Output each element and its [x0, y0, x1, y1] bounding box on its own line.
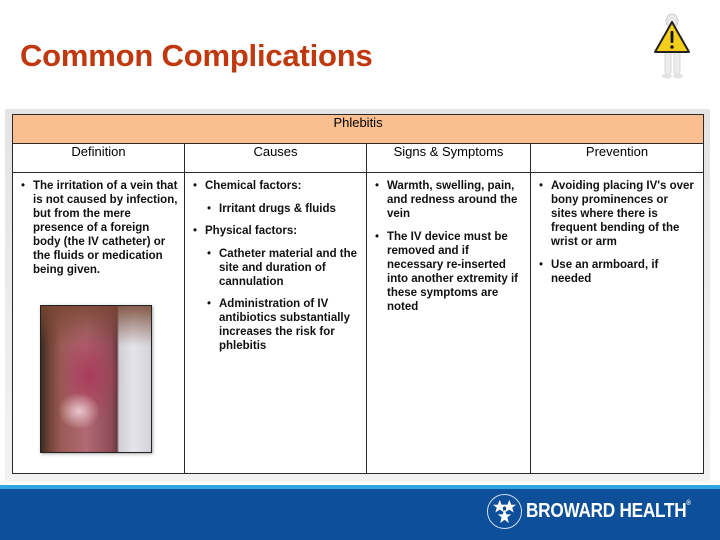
cause-subitem: • Irritant drugs & fluids [191, 202, 360, 216]
prevention-item: • Use an armboard, if needed [537, 258, 697, 286]
cause-item: • Chemical factors: [191, 179, 360, 193]
page-title: Common Complications [20, 38, 373, 73]
column-header-signs: Signs & Symptoms [367, 144, 531, 173]
logo-wordmark: BROWARD HEALTH® [526, 499, 691, 522]
prevention-cell [531, 173, 704, 474]
star-emblem-icon [487, 494, 522, 529]
cause-item: • Physical factors: [191, 224, 360, 238]
column-header-definition: Definition [13, 144, 185, 173]
table-banner: Phlebitis [13, 115, 704, 144]
column-header-causes: Causes [185, 144, 367, 173]
prevention-item: • Avoiding placing IV's over bony prominences or sites where there is frequent bending of the wrist or arm [537, 179, 697, 249]
signs-cell [367, 173, 531, 474]
causes-cell [185, 173, 367, 474]
warning-sign-figure-icon [652, 12, 692, 80]
cause-subitem: • Administration of IV antibiotics substantially increases the risk for phlebitis [191, 297, 360, 353]
broward-health-logo [487, 493, 717, 529]
phlebitis-arm-photo [40, 305, 152, 453]
definition-text: • The irritation of a vein that is not caused by infection, but from the mere presence of a foreign body (the IV catheter) or the fluids or medication being given. [19, 179, 178, 277]
sign-item: • The IV device must be removed and if necessary re-inserted into another extremity if these symptoms are noted [373, 230, 524, 314]
column-header-prevention: Prevention [531, 144, 704, 173]
sign-item: • Warmth, swelling, pain, and redness around the vein [373, 179, 524, 221]
cause-subitem: • Catheter material and the site and duration of cannulation [191, 247, 360, 289]
